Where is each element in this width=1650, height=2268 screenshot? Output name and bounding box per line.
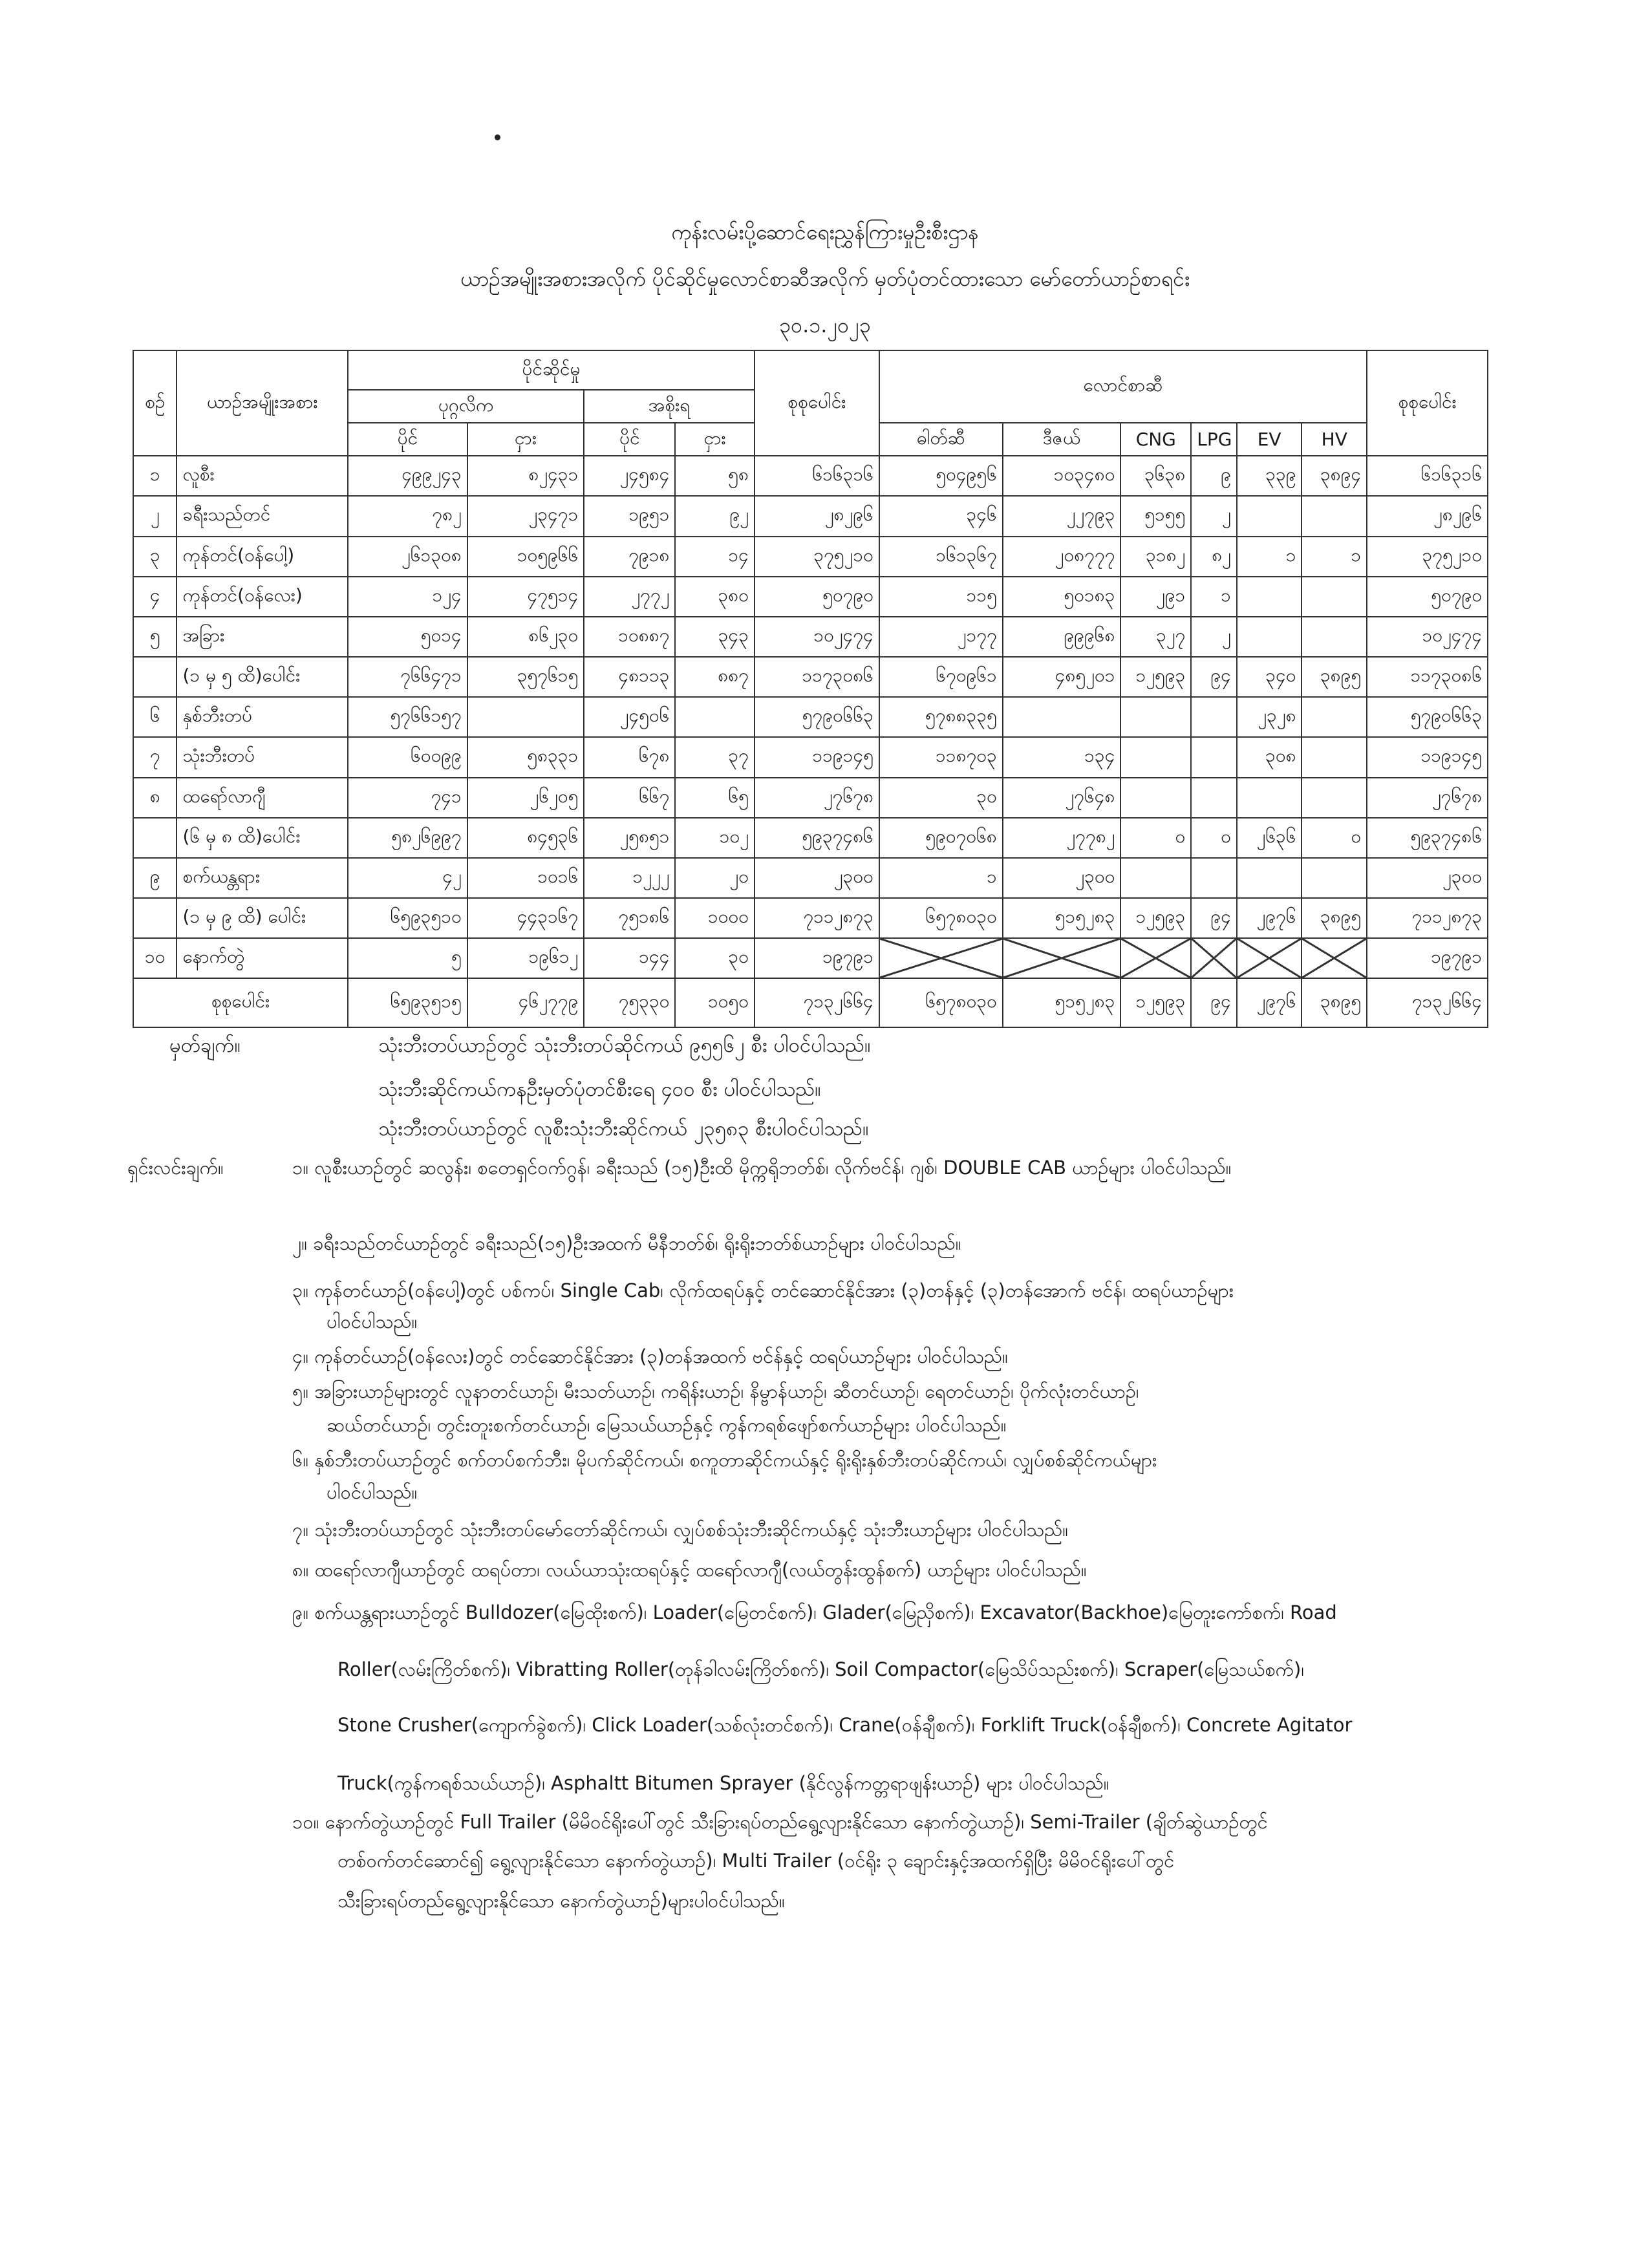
explanation-7: ၇။ သုံးဘီးတပ်ယာဉ်တွင် သုံးဘီးတပ်မော်တော်ဆိုင်ကယ်၊ လျှပ်စစ်သုံးဘီးဆိုင်ကယ်နှင့် သုံးဘီးယာဉ်များ ပါဝင်ပါသည်။ <box>292 1519 1069 1541</box>
cell-total2: ၁၀၂၄၇၄ <box>1367 617 1488 657</box>
cell-lpg: ၁ <box>1191 577 1237 617</box>
cell-hv: ၃၈၉၄ <box>1302 456 1367 496</box>
header-government-own: ပိုင် <box>584 423 675 456</box>
cell-ev: ၃၀၈ <box>1237 737 1302 777</box>
grand-total-label: စုစုပေါင်း <box>133 978 348 1027</box>
header-private: ပုဂ္ဂလိက <box>348 390 584 423</box>
cell-petrol: ၁၁၅ <box>879 577 1003 617</box>
cell-total: ၁၀၂၄၇၄ <box>755 617 879 657</box>
row-vehicle-type: ခရီးသည်တင် <box>177 496 348 536</box>
header-fuel-diesel: ဒီဇယ် <box>1003 423 1121 456</box>
cell-p-hire: ၈၆၂၃၀ <box>467 617 584 657</box>
cell-diesel: ၉၉၉၆၈ <box>1003 617 1121 657</box>
cell-p-own: ၅၀၁၄ <box>348 617 467 657</box>
cell-hv <box>1302 697 1367 737</box>
header-fuel-lpg: LPG <box>1191 423 1237 456</box>
cell-p-hire <box>467 697 584 737</box>
header-total: စုစုပေါင်း <box>755 350 879 456</box>
cell-hv: ၃၈၉၅ <box>1302 898 1367 938</box>
table-row <box>133 456 1488 496</box>
cell-g-hire: ၃၄၃ <box>675 617 754 657</box>
cell-cng: ၃၆၃၈ <box>1120 456 1191 496</box>
cell-cng: ၁၂၅၉၃ <box>1120 898 1191 938</box>
table-row <box>133 496 1488 536</box>
grand-p-hire: ၄၆၂၇၇၉ <box>467 978 584 1027</box>
cell-lpg <box>1191 938 1237 978</box>
table-row <box>133 537 1488 577</box>
cell-p-own: ၅၇၆၆၁၅၇ <box>348 697 467 737</box>
cell-diesel: ၂၇၆၄၈ <box>1003 778 1121 818</box>
cell-ev <box>1237 496 1302 536</box>
cell-diesel: ၂၀၈၇၇၇ <box>1003 537 1121 577</box>
cell-diesel: ၁၃၄ <box>1003 737 1121 777</box>
explanation-4: ၄။ ကုန်တင်ယာဉ်(ဝန်လေး)တွင် တင်ဆောင်နိုင်အား (၃)တန်အထက် ဗင်န်နှင့် ထရပ်ယာဉ်များ ပါဝင်ပါသည်။ <box>292 1345 1008 1367</box>
cell-diesel: ၄၈၅၂၀၁ <box>1003 657 1121 697</box>
cell-total2: ၅၀၇၉၀ <box>1367 577 1488 617</box>
cell-g-own: ၁၄၄ <box>584 938 675 978</box>
cell-g-hire: ၃၀ <box>675 938 754 978</box>
cell-petrol: ၆၅၇၈၀၃၀ <box>879 898 1003 938</box>
explanation-5: ၅။ အခြားယာဉ်များတွင် လူနာတင်ယာဉ်၊ မီးသတ်ယာဉ်၊ ကရိန်းယာဉ်၊ နိမ္ဗာန်ယာဉ်၊ ဆီတင်ယာဉ်၊ ရေတင်ယာဉ်၊ ပိုက်လုံးတင်ယာဉ်၊ <box>292 1380 1139 1402</box>
row-serial: ၂ <box>133 496 177 536</box>
cell-g-own: ၆၇၈ <box>584 737 675 777</box>
cell-hv <box>1302 577 1367 617</box>
cell-cng <box>1120 858 1191 898</box>
cell-petrol: ၅၉၀၇၀၆၈ <box>879 818 1003 858</box>
cell-diesel: ၁၀၃၄၈၀ <box>1003 456 1121 496</box>
cell-p-own: ၄၉၉၂၄၃ <box>348 456 467 496</box>
cell-g-hire: ၂၀ <box>675 858 754 898</box>
cell-lpg <box>1191 737 1237 777</box>
cell-hv: ၃၈၉၅ <box>1302 657 1367 697</box>
cell-lpg <box>1191 858 1237 898</box>
cell-ev <box>1237 577 1302 617</box>
cell-g-hire: ၉၂ <box>675 496 754 536</box>
cell-p-own: ၂၆၁၃၀၈ <box>348 537 467 577</box>
grand-hv: ၃၈၉၅ <box>1302 978 1367 1027</box>
cell-petrol: ၃၄၆ <box>879 496 1003 536</box>
cell-diesel: ၅၀၁၈၃ <box>1003 577 1121 617</box>
cell-cng: ၁၂၅၉၃ <box>1120 657 1191 697</box>
cell-total2: ၆၁၆၃၁၆ <box>1367 456 1488 496</box>
cell-cng <box>1120 737 1191 777</box>
header-serial: စဉ် <box>133 350 177 456</box>
header-fuel: လောင်စာဆီ <box>879 350 1367 423</box>
vehicle-registration-table <box>133 350 1488 1028</box>
header-private-hire: ငှား <box>467 423 584 456</box>
row-serial <box>133 657 177 697</box>
cell-lpg <box>1191 778 1237 818</box>
cell-p-own: ၄၂ <box>348 858 467 898</box>
grand-total: ၇၁၃၂၆၆၄ <box>755 978 879 1027</box>
cell-total2: ၁၁၉၁၄၅ <box>1367 737 1488 777</box>
cell-petrol: ၅၇၈၈၃၃၅ <box>879 697 1003 737</box>
header-fuel-ev: EV <box>1237 423 1302 456</box>
row-serial: ၄ <box>133 577 177 617</box>
grand-total2: ၇၁၃၂၆၆၄ <box>1367 978 1488 1027</box>
cell-total2: ၂၇၆၇၈ <box>1367 778 1488 818</box>
row-vehicle-type: (၁ မှ ၅ ထိ)ပေါင်း <box>177 657 348 697</box>
row-serial: ၁၀ <box>133 938 177 978</box>
cell-g-hire: ၁၄ <box>675 537 754 577</box>
cell-diesel: ၂၇၇၈၂ <box>1003 818 1121 858</box>
cell-g-own: ၂၄၅၈၄ <box>584 456 675 496</box>
row-serial: ၇ <box>133 737 177 777</box>
cell-total2: ၁၁၇၃၀၈၆ <box>1367 657 1488 697</box>
cell-g-own: ၄၈၁၁၃ <box>584 657 675 697</box>
explanation-1: ၁။ လူစီးယာဉ်တွင် ဆလွန်း၊ စတေရှင်ဝက်ဂွန်၊ ခရီးသည် (၁၅)ဦးထိ မိုက္ကရိုဘတ်စ်၊ လိုက်ဗင်န်၊ ဂျစ်၊ DOUBLE CAB ယာဉ်များ ပါဝင်ပါသည်။ <box>292 1157 1232 1179</box>
table-row <box>133 737 1488 777</box>
cell-p-hire: ၁၀၅၉၆၆ <box>467 537 584 577</box>
cell-ev: ၃၃၉ <box>1237 456 1302 496</box>
cell-p-hire: ၈၄၅၃၆ <box>467 818 584 858</box>
cell-g-hire: ၃၇ <box>675 737 754 777</box>
row-serial: ၁ <box>133 456 177 496</box>
cell-p-hire: ၂၃၄၇၁ <box>467 496 584 536</box>
table-row <box>133 697 1488 737</box>
header-private-own: ပိုင် <box>348 423 467 456</box>
row-vehicle-type: (၆ မှ ၈ ထိ)ပေါင်း <box>177 818 348 858</box>
cell-hv <box>1302 858 1367 898</box>
table-row <box>133 617 1488 657</box>
cell-g-own: ၁၉၅၁ <box>584 496 675 536</box>
header-fuel-petrol: ဓါတ်ဆီ <box>879 423 1003 456</box>
row-serial: ၆ <box>133 697 177 737</box>
header-vehicle-type: ယာဉ်အမျိုးအစား <box>177 350 348 456</box>
header-total-2: စုစုပေါင်း <box>1367 350 1488 456</box>
cell-lpg: ၉၄ <box>1191 898 1237 938</box>
row-vehicle-type: (၁ မှ ၉ ထိ) ပေါင်း <box>177 898 348 938</box>
cell-total: ၁၁၇၃၀၈၆ <box>755 657 879 697</box>
cell-g-own: ၁၂၂၂ <box>584 858 675 898</box>
explanation-5-cont: ဆယ်တင်ယာဉ်၊ တွင်းတူးစက်တင်ယာဉ်၊ မြေသယ်ယာဉ်နှင့် ကွန်ကရစ်ဖျော်စက်ယာဉ်များ ပါဝင်ပါသည်။ <box>327 1414 1007 1436</box>
row-vehicle-type: ကုန်တင်(ဝန်လေး) <box>177 577 348 617</box>
cell-cng: ၃၂၇ <box>1120 617 1191 657</box>
cell-hv <box>1302 617 1367 657</box>
table-row <box>133 818 1488 858</box>
cell-hv <box>1302 496 1367 536</box>
cell-p-own: ၁၂၄ <box>348 577 467 617</box>
cell-g-own: ၂၅၈၅၁ <box>584 818 675 858</box>
cell-total: ၅၉၃၇၄၈၆ <box>755 818 879 858</box>
row-vehicle-type: သုံးဘီးတပ် <box>177 737 348 777</box>
note-1: သုံးဘီးတပ်ယာဉ်တွင် သုံးဘီးတပ်ဆိုင်ကယ် ၉၅၅၆၂ စီး ပါဝင်ပါသည်။ <box>378 1034 871 1057</box>
cell-p-own: ၇၈၂ <box>348 496 467 536</box>
cell-cng: ၅၁၅၅ <box>1120 496 1191 536</box>
explanation-9-cont-3: Truck(ကွန်ကရစ်သယ်ယာဉ်)၊ Asphaltt Bitumen Sprayer (နိုင်လွန်ကတ္တရာဖျန်းယာဉ်) များ ပါဝင်ပါသည်။ <box>338 1772 1109 1794</box>
cell-diesel <box>1003 697 1121 737</box>
cell-total: ၅၇၉၀၆၆၃ <box>755 697 879 737</box>
cell-g-hire: ၁၀၂ <box>675 818 754 858</box>
row-serial <box>133 898 177 938</box>
row-vehicle-type: ကုန်တင်(ဝန်ပေါ့) <box>177 537 348 577</box>
cell-p-hire: ၄၄၃၁၆၇ <box>467 898 584 938</box>
cell-p-own: ၅ <box>348 938 467 978</box>
cell-hv <box>1302 737 1367 777</box>
row-serial: ၈ <box>133 778 177 818</box>
cell-ev: ၃၄၀ <box>1237 657 1302 697</box>
cell-petrol: ၅၀၄၉၅၆ <box>879 456 1003 496</box>
cell-hv <box>1302 778 1367 818</box>
cell-petrol: ၃၀ <box>879 778 1003 818</box>
explanation-8: ၈။ ထရော်လာဂျီယာဉ်တွင် ထရပ်တာ၊ လယ်ယာသုံးထရပ်နှင့် ထရော်လာဂျီ(လယ်တွန်းထွန်စက်) ယာဉ်များ ပါဝင်ပါသည်။ <box>292 1559 1087 1581</box>
cell-ev: ၂၆၃၆ <box>1237 818 1302 858</box>
cell-p-hire: ၅၈၃၃၁ <box>467 737 584 777</box>
cell-cng <box>1120 697 1191 737</box>
cell-total2: ၇၁၁၂၈၇၃ <box>1367 898 1488 938</box>
cell-petrol: ၁ <box>879 858 1003 898</box>
cell-total: ၁၉၇၉၁ <box>755 938 879 978</box>
row-vehicle-type: နောက်တွဲ <box>177 938 348 978</box>
cell-diesel: ၅၁၅၂၈၃ <box>1003 898 1121 938</box>
cell-p-hire: ၄၇၅၁၄ <box>467 577 584 617</box>
row-serial <box>133 818 177 858</box>
table-row <box>133 657 1488 697</box>
cell-cng: ၂၉၁ <box>1120 577 1191 617</box>
cell-ev: ၁ <box>1237 537 1302 577</box>
cell-petrol: ၁၆၁၃၆၇ <box>879 537 1003 577</box>
table-row <box>133 938 1488 978</box>
grand-cng: ၁၂၅၉၃ <box>1120 978 1191 1027</box>
explanation-10: ၁၀။ နောက်တွဲယာဉ်တွင် Full Trailer (မိမိဝင်ရိုးပေါ်တွင် သီးခြားရပ်တည်ရွေ့လျားနိုင်သော နောက်တွဲယာဉ်)၊ Semi-Trailer (ချိတ်ဆွဲယာဉ်တွင် <box>292 1811 1268 1833</box>
table-row <box>133 577 1488 617</box>
explanation-10-cont-2: သီးခြားရပ်တည်ရွေ့လျားနိုင်သော နောက်တွဲယာဉ်)များပါဝင်ပါသည်။ <box>338 1890 785 1912</box>
grand-g-own: ၇၅၃၃၀ <box>584 978 675 1027</box>
cell-cng <box>1120 938 1191 978</box>
cell-lpg: ၈၂ <box>1191 537 1237 577</box>
cell-petrol: ၆၇၀၉၆၁ <box>879 657 1003 697</box>
cell-g-hire: ၅၈ <box>675 456 754 496</box>
cell-p-hire: ၁၉၆၁၂ <box>467 938 584 978</box>
explanation-9-cont-2: Stone Crusher(ကျောက်ခွဲစက်)၊ Click Loader(သစ်လုံးတင်စက်)၊ Crane(ဝန်ချီစက်)၊ Forklift Truck(ဝန်ချီစက်)၊ Concrete Agitator <box>338 1714 1353 1736</box>
explanation-6-cont: ပါဝင်ပါသည်။ <box>327 1481 418 1503</box>
cell-p-hire: ၃၅၇၆၁၅ <box>467 657 584 697</box>
cell-total2: ၃၇၅၂၁၀ <box>1367 537 1488 577</box>
grand-lpg: ၉၄ <box>1191 978 1237 1027</box>
cell-hv <box>1302 938 1367 978</box>
explanation-3-cont: ပါဝင်ပါသည်။ <box>327 1311 418 1332</box>
explanation-10-cont-1: တစ်ဝက်တင်ဆောင်၍ ရွေ့လျားနိုင်သော နောက်တွဲယာဉ်)၊ Multi Trailer (ဝင်ရိုး ၃ ချောင်းနှင့်အထက်ရှိပြီး မိမိဝင်ရိုးပေါ်တွင် <box>338 1850 1175 1872</box>
table-row <box>133 898 1488 938</box>
cell-g-hire: ၃၈၀ <box>675 577 754 617</box>
cell-p-own: ၅၈၂၆၉၉၇ <box>348 818 467 858</box>
cell-diesel: ၂၃၀၀ <box>1003 858 1121 898</box>
header-ownership: ပိုင်ဆိုင်မှု <box>348 350 755 390</box>
cell-p-hire: ၂၆၂၀၅ <box>467 778 584 818</box>
cell-petrol: ၁၁၈၇၀၃ <box>879 737 1003 777</box>
cell-total2: ၅၉၃၇၄၈၆ <box>1367 818 1488 858</box>
cell-g-own: ၆၆၇ <box>584 778 675 818</box>
cell-p-own: ၆၅၉၃၅၁၀ <box>348 898 467 938</box>
cell-total: ၂၇၆၇၈ <box>755 778 879 818</box>
cell-lpg <box>1191 697 1237 737</box>
header-government-hire: ငှား <box>675 423 754 456</box>
cell-ev: ၂၃၂၈ <box>1237 697 1302 737</box>
grand-ev: ၂၉၇၆ <box>1237 978 1302 1027</box>
header-fuel-hv: HV <box>1302 423 1367 456</box>
cell-cng: ၃၁၈၂ <box>1120 537 1191 577</box>
cell-g-hire <box>675 697 754 737</box>
row-vehicle-type: နှစ်ဘီးတပ် <box>177 697 348 737</box>
grand-g-hire: ၁၀၅၀ <box>675 978 754 1027</box>
grand-total-row <box>133 978 1488 1027</box>
grand-petrol: ၆၅၇၈၀၃၀ <box>879 978 1003 1027</box>
cell-diesel <box>1003 938 1121 978</box>
cell-cng <box>1120 778 1191 818</box>
cell-lpg: ၉ <box>1191 456 1237 496</box>
header-row-1 <box>133 350 1488 390</box>
scan-mark <box>494 134 502 142</box>
cell-ev: ၂၉၇၆ <box>1237 898 1302 938</box>
cell-total2: ၂၃၀၀ <box>1367 858 1488 898</box>
cell-ev <box>1237 938 1302 978</box>
cell-total: ၂၈၂၉၆ <box>755 496 879 536</box>
cell-total: ၁၁၉၁၄၅ <box>755 737 879 777</box>
department-title: ကုန်းလမ်းပို့ဆောင်ရေးညွှန်ကြားမှုဦးစီးဌာန <box>671 220 979 244</box>
explanation-9-cont-1: Roller(လမ်းကြိတ်စက်)၊ Vibratting Roller(တုန်ခါလမ်းကြိတ်စက်)၊ Soil Compactor(မြေသိပ်သည်းစက်)၊ Scraper(မြေသယ်စက်)၊ <box>338 1658 1304 1680</box>
table-body <box>133 350 1488 1027</box>
table-row <box>133 858 1488 898</box>
cell-g-own: ၂၄၅၀၆ <box>584 697 675 737</box>
cell-lpg: ၀ <box>1191 818 1237 858</box>
cell-hv: ၁ <box>1302 537 1367 577</box>
cell-p-own: ၇၄၁ <box>348 778 467 818</box>
cell-total2: ၁၉၇၉၁ <box>1367 938 1488 978</box>
cell-p-hire: ၁၀၁၆ <box>467 858 584 898</box>
notes-label: မှတ်ချက်။ <box>169 1034 241 1057</box>
document-title: ယာဉ်အမျိုးအစားအလိုက် ပိုင်ဆိုင်မှုလောင်စာဆီအလိုက် မှတ်ပုံတင်ထားသော မော်တော်ယာဉ်စာရင်း <box>460 266 1190 291</box>
row-serial: ၉ <box>133 858 177 898</box>
cell-g-hire: ၈၈၇ <box>675 657 754 697</box>
cell-petrol <box>879 938 1003 978</box>
explanation-2: ၂။ ခရီးသည်တင်ယာဉ်တွင် ခရီးသည်(၁၅)ဦးအထက် မီနီဘတ်စ်၊ ရိုးရိုးဘတ်စ်ယာဉ်များ ပါဝင်ပါသည်။ <box>292 1232 961 1254</box>
grand-diesel: ၅၁၅၂၈၃ <box>1003 978 1121 1027</box>
cell-total: ၆၁၆၃၁၆ <box>755 456 879 496</box>
cell-total: ၇၁၁၂၈၇၃ <box>755 898 879 938</box>
note-3: သုံးဘီးတပ်ယာဉ်တွင် လူစီးသုံးဘီးဆိုင်ကယ် ၂၃၅၈၃ စီးပါဝင်ပါသည်။ <box>378 1117 869 1140</box>
cell-g-hire: ၁၀၀၀ <box>675 898 754 938</box>
cell-ev <box>1237 778 1302 818</box>
cell-g-own: ၁၀၈၈၇ <box>584 617 675 657</box>
explanation-9: ၉။ စက်ယန္တရားယာဉ်တွင် Bulldozer(မြေထိုးစက်)၊ Loader(မြေတင်စက်)၊ Glader(မြေညှိစက်)၊ Excavator(Backhoe)မြေတူးကော်စက်၊ Road <box>292 1601 1337 1623</box>
document-date: ၃၀.၁.၂၀၂၃ <box>779 313 871 337</box>
header-fuel-cng: CNG <box>1120 423 1191 456</box>
cell-g-hire: ၆၅ <box>675 778 754 818</box>
cell-total: ၅၀၇၉၀ <box>755 577 879 617</box>
cell-lpg: ၉၄ <box>1191 657 1237 697</box>
cell-p-own: ၆၀၀၉၉ <box>348 737 467 777</box>
cell-total2: ၅၇၉၀၆၆၃ <box>1367 697 1488 737</box>
grand-p-own: ၆၅၉၃၅၁၅ <box>348 978 467 1027</box>
row-vehicle-type: ထရော်လာဂျီ <box>177 778 348 818</box>
cell-lpg: ၂ <box>1191 496 1237 536</box>
cell-g-own: ၂၇၇၂ <box>584 577 675 617</box>
cell-ev <box>1237 858 1302 898</box>
explanations-label: ရှင်းလင်းချက်။ <box>127 1157 224 1179</box>
header-government: အစိုးရ <box>584 390 755 423</box>
row-vehicle-type: လူစီး <box>177 456 348 496</box>
cell-petrol: ၂၁၇၇ <box>879 617 1003 657</box>
cell-ev <box>1237 617 1302 657</box>
row-vehicle-type: စက်ယန္တရား <box>177 858 348 898</box>
row-serial: ၃ <box>133 537 177 577</box>
cell-lpg: ၂ <box>1191 617 1237 657</box>
row-vehicle-type: အခြား <box>177 617 348 657</box>
cell-total: ၂၃၀၀ <box>755 858 879 898</box>
cell-g-own: ၇၉၁၈ <box>584 537 675 577</box>
explanation-6: ၆။ နှစ်ဘီးတပ်ယာဉ်တွင် စက်တပ်စက်ဘီး၊ မိုပက်ဆိုင်ကယ်၊ စကူတာဆိုင်ကယ်နှင့် ရိုးရိုးနှစ်ဘီးတပ်ဆိုင်ကယ်၊ လျှပ်စစ်ဆိုင်ကယ်များ <box>292 1449 1157 1471</box>
cell-p-hire: ၈၂၄၃၁ <box>467 456 584 496</box>
cell-total2: ၂၈၂၉၆ <box>1367 496 1488 536</box>
explanation-3: ၃။ ကုန်တင်ယာဉ်(ဝန်ပေါ့)တွင် ပစ်ကပ်၊ Single Cab၊ လိုက်ထရပ်နှင့် တင်ဆောင်နိုင်အား (၃)တန်နှင့် (၃)တန်အောက် ဗင်န်၊ ထရပ်ယာဉ်များ <box>292 1279 1234 1301</box>
cell-total: ၃၇၅၂၁၀ <box>755 537 879 577</box>
cell-p-own: ၇၆၆၄၇၁ <box>348 657 467 697</box>
cell-diesel: ၂၂၇၉၃ <box>1003 496 1121 536</box>
cell-g-own: ၇၅၁၈၆ <box>584 898 675 938</box>
cell-cng: ၀ <box>1120 818 1191 858</box>
note-2: သုံးဘီးဆိုင်ကယ်ကနဦးမှတ်ပုံတင်စီးရေ ၄၀၀ စီး ပါဝင်ပါသည်။ <box>378 1078 821 1101</box>
table-row <box>133 778 1488 818</box>
row-serial: ၅ <box>133 617 177 657</box>
cell-hv: ၀ <box>1302 818 1367 858</box>
